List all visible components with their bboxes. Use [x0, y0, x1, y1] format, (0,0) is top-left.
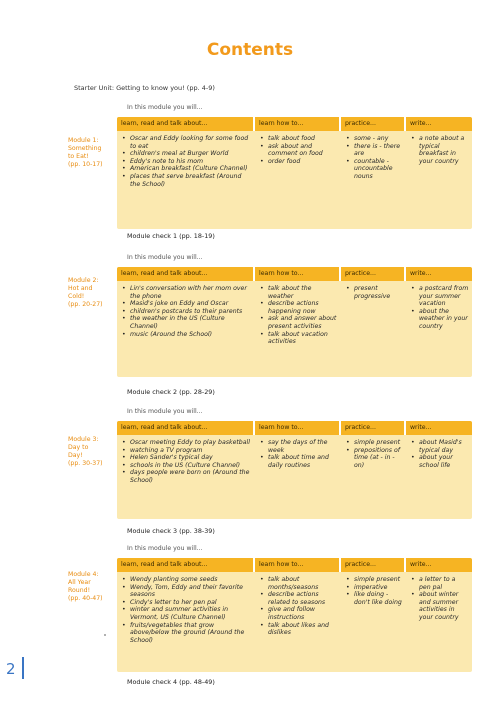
module-2-check: Module check 2 (pp. 28-29) [127, 388, 215, 396]
module-4-intro: In this module you will... [127, 545, 203, 552]
learn-column: • Wendy planting some seeds • Wendy, Tom, Eddy and their favorite seasons • Cindy's letter to her pen pal • winter and summer activities in Vermont, US (Culture Channel) • fruits/vegetables that grow above/below the ground (Around the School) [117, 576, 255, 644]
write-column: • a letter to a pen pal • about winter and summer activities in your country [406, 576, 472, 644]
write-column: • a note about a typical breakfast in your country [406, 135, 472, 188]
write-column: • about Masid's typical day • about your school life [406, 439, 472, 485]
module-3-check: Module check 3 (pp. 38-39) [127, 527, 215, 535]
module-2-table [117, 267, 472, 377]
learn-column: • Oscar and Eddy looking for some food to eat • children's meal at Burger World • Eddy's note to his mom • American breakfast (Culture Channel) • places that serve breakfast (Around the School) [117, 135, 255, 188]
page-number-bar [22, 657, 24, 679]
page-number: 2 [6, 660, 16, 678]
table-header: learn, read and talk about... learn how to... practice... write... [117, 421, 472, 435]
page-title: Contents [206, 40, 294, 60]
module-4-check: Module check 4 (pp. 48-49) [127, 678, 215, 686]
module-3-table [117, 421, 472, 519]
practice-column: • some - any • there is - there are • countable - uncountable nouns [341, 135, 406, 188]
module-1-label: Module 1: Something to Eat! (pp. 10-17) [68, 137, 103, 168]
module-3-intro: In this module you will... [127, 408, 203, 415]
learn-column: • Oscar meeting Eddy to play basketball • watching a TV program • Helen Sander's typical day • schools in the US (Culture Channel) • days people were born on (Around the School) [117, 439, 255, 485]
write-column: • a postcard from your summer vacation • about the weather in your country [406, 285, 472, 346]
module-4-table [117, 558, 472, 672]
module-1-intro: In this module you will... [127, 104, 203, 111]
learn-how-column: • say the days of the week • talk about time and daily routines [255, 439, 341, 485]
practice-column: • simple present • imperative • like doing - don't like doing [341, 576, 406, 644]
practice-column: • simple present • prepositions of time (at - in - on) [341, 439, 406, 485]
module-2-label: Module 2: Hot and Cold! (pp. 20-27) [68, 277, 103, 308]
learn-how-column: • talk about months/seasons • describe actions related to seasons • give and follow instructions • talk about likes and dislikes [255, 576, 341, 644]
module-3-label: Module 3: Day to Day! (pp. 30-37) [68, 436, 103, 467]
learn-column: • Lin's conversation with her mom over the phone • Masid's joke on Eddy and Oscar • children's postcards to their parents • the weather in the US (Culture Channel) • music (Around the School) [117, 285, 255, 346]
module-2-intro: In this module you will... [127, 254, 203, 261]
table-header: learn, read and talk about... learn how to... practice... write... [117, 558, 472, 572]
table-header: learn, read and talk about... learn how to... practice... write... [117, 117, 472, 131]
module-4-label: Module 4: All Year Round! (pp. 40-47) [68, 571, 103, 602]
practice-column: • present progressive [341, 285, 406, 346]
table-header: learn, read and talk about... learn how to... practice... write... [117, 267, 472, 281]
starter-unit: Starter Unit: Getting to know you! (pp. 4-9) [74, 84, 215, 92]
learn-how-column: • talk about the weather • describe actions happening now • ask and answer about present activities • talk about vacation activities [255, 285, 341, 346]
module-1-check: Module check 1 (pp. 18-19) [127, 232, 215, 240]
module-1-table [117, 117, 472, 229]
stray-dot [104, 634, 106, 636]
learn-how-column: • talk about food • ask about and comment on food • order food [255, 135, 341, 188]
